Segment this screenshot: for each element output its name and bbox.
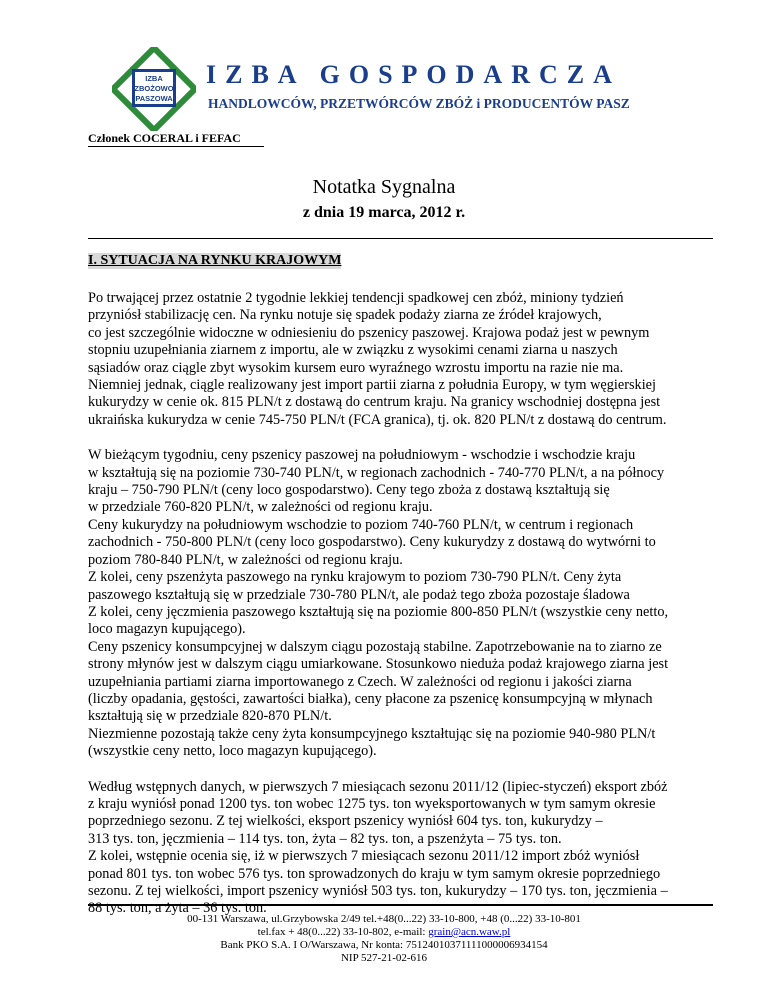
text-line: loco magazyn kupującego).	[88, 621, 246, 638]
paragraph-1	[88, 290, 728, 429]
chamber-logo	[112, 47, 196, 131]
membership-note: Członek COCERAL i FEFAC	[88, 131, 241, 145]
text-line: 88 tys. ton, a żyta – 36 tys. ton.	[88, 900, 267, 917]
footer-fax: tel.fax + 48(0...22) 33-10-802, e-mail:	[257, 926, 429, 938]
text-line: Z kolei, ceny jęczmienia paszowego kształtują się na poziomie 800-850 PLN/t (wszystkie ceny netto,	[88, 603, 669, 620]
footer-bank: Bank PKO S.A. I O/Warszawa, Nr konta: 75124010371111000006934154	[220, 939, 548, 951]
email-link[interactable]: grain@acn.waw.pl	[428, 926, 511, 938]
text-line: uzupełniania partiami ziarna importowanego z Czech. W zależności od regionu i jakości ziarna	[88, 673, 632, 690]
text-line: ponad 801 tys. ton wobec 576 tys. ton sprowadzonych do kraju w tym samym okresie poprzedniego	[88, 865, 661, 882]
text-line: (liczby opadania, gęstości, zawartości białka), ceny płacone za pszenicę konsumpcyjną w młynach	[88, 690, 653, 707]
text-line: Ceny pszenicy konsumpcyjnej w dalszym ciągu pozostają stabilne. Zapotrzebowanie na to ziarno ze	[88, 638, 662, 655]
text-line: Po trwającej przez ostatnie 2 tygodnie lekkiej tendencji spadkowej cen zbóż, miniony tydzień	[88, 290, 624, 306]
text-line: Niezmienne pozostają także ceny żyta konsumpcyjnego kształtując się na poziomie 940-980 PLN/t	[88, 725, 656, 742]
footer-contact	[0, 926, 768, 939]
text-line: Według wstępnych danych, w pierwszych 7 miesiącach sezonu 2011/12 (lipiec-styczeń) eksport zbóż	[88, 778, 668, 795]
text-line: co jest szczególnie widoczne w odniesieniu do pszenicy paszowej. Krajowa podaż jest w pewnym	[88, 324, 650, 341]
text-line: ukraińska kukurydza w cenie 745-750 PLN/t (FCA granica), tj. ok. 820 PLN/t z dostawą do centrum.	[88, 411, 667, 428]
text-line: poziom 780-840 PLN/t, w zależności od regionu kraju.	[88, 551, 403, 568]
text-line: sąsiadów oraz ciągle zbyt wysokim kursem euro wyraźnego wzrostu importu na razie nie ma.	[88, 359, 624, 376]
text-line: Niemniej jednak, ciągle realizowany jest import partii ziarna z południa Europy, w tym węgierskiej	[88, 377, 656, 394]
membership-underline	[88, 146, 264, 147]
text-line: W bieżącym tygodniu, ceny pszenicy paszowej na południowym - wschodzie i wschodzie kraju	[88, 447, 636, 464]
text-line: Z kolei, wstępnie ocenia się, iż w pierwszych 7 miesiącach sezonu 2011/12 import zbóż wyniósł	[88, 848, 640, 865]
text-line: Z kolei, ceny pszenżyta paszowego na rynku krajowym to poziom 730-790 PLN/t. Ceny żyta	[88, 569, 622, 586]
text-line: z kraju wyniósł ponad 1200 tys. ton wobec 1275 tys. ton wyeksportowanych w tym samym okresie	[88, 795, 656, 812]
text-line: kukurydzy w cenie ok. 815 PLN/t z dostawą do centrum kraju. Na granicy wschodniej dostępna jest	[88, 394, 661, 411]
logo-text-3: PASZOWA	[135, 94, 173, 103]
text-line: stopniu uzupełniania ziarnem z importu, ale w związku z wysokimi cenami ziarna u naszych	[88, 342, 618, 359]
section-heading: I. SYTUACJA NA RYNKU KRAJOWYM	[88, 253, 342, 268]
text-line: (wszystkie ceny netto, loco magazyn kupującego).	[88, 743, 377, 760]
body-text	[88, 272, 728, 918]
footer-nip: NIP 527-21-02-616	[340, 952, 428, 964]
text-line: przyniósł stabilizację cen. Na rynku notuje się spadek podaży ziarna ze źródeł krajowych,	[88, 307, 602, 324]
document-date: z dnia 19 marca, 2012 r.	[302, 204, 466, 221]
text-line: kraju – 750-790 PLN/t (ceny loco gospodarstwo). Ceny tego zboża z dostawą kształtują się	[88, 482, 610, 499]
text-line: paszowego kształtują się w przedziale 730-780 PLN/t, ale podaż tego zboża pozostaje śladowa	[88, 586, 630, 603]
text-line: w kształtują się na poziomie 730-740 PLN/t, w regionach zachodnich - 740-770 PLN/t, a na północy	[88, 464, 665, 481]
logo-text-2: ZBOŻOWO	[134, 84, 174, 93]
text-line: w przedziale 760-820 PLN/t, w zależności od regionu kraju.	[88, 499, 433, 516]
text-line: sezonu. Z tej wielkości, import pszenicy wyniósł 503 tys. ton, kukurydzy – 170 tys. ton, jęczmienia –	[88, 883, 668, 899]
footer-address: 00-131 Warszawa, ul.Grzybowska 2/49 tel.+48(0...22) 33-10-800, +48 (0...22) 33-10-801	[187, 913, 581, 925]
footer-divider	[88, 904, 713, 906]
text-line: 313 tys. ton, jęczmienia – 114 tys. ton, żyta – 82 tys. ton, a pszenżyta – 75 tys. ton.	[88, 830, 562, 847]
text-line: strony młynów jest w dalszym ciągu umiarkowane. Stosunkowo nieduża podaż krajowego ziarna jest	[88, 656, 669, 673]
brand-title: IZBA GOSPODARCZA	[206, 60, 621, 89]
text-line: Ceny kukurydzy na południowym wschodzie to poziom 740-760 PLN/t, w centrum i regionach	[88, 516, 634, 533]
logo-text-1: IZBA	[145, 74, 163, 83]
text-line: poprzedniego sezonu. Z tej wielkości, eksport pszenicy wyniósł 604 tys. ton, kukurydzy –	[88, 813, 603, 830]
document-title: Notatka Sygnalna	[312, 176, 456, 198]
text-line: zachodnich - 750-800 PLN/t (ceny loco gospodarstwo). Ceny kukurydzy z dostawą do wytwórni to	[88, 534, 656, 551]
header-divider	[88, 238, 713, 239]
paragraph-2	[88, 447, 728, 760]
paragraph-3	[88, 779, 728, 918]
text-line: kształtują się w przedziale 820-870 PLN/t.	[88, 708, 332, 725]
footer	[0, 913, 768, 965]
brand-subtitle: HANDLOWCÓW, PRZETWÓRCÓW ZBÓŻ i PRODUCENTÓW PASZ	[208, 96, 630, 111]
